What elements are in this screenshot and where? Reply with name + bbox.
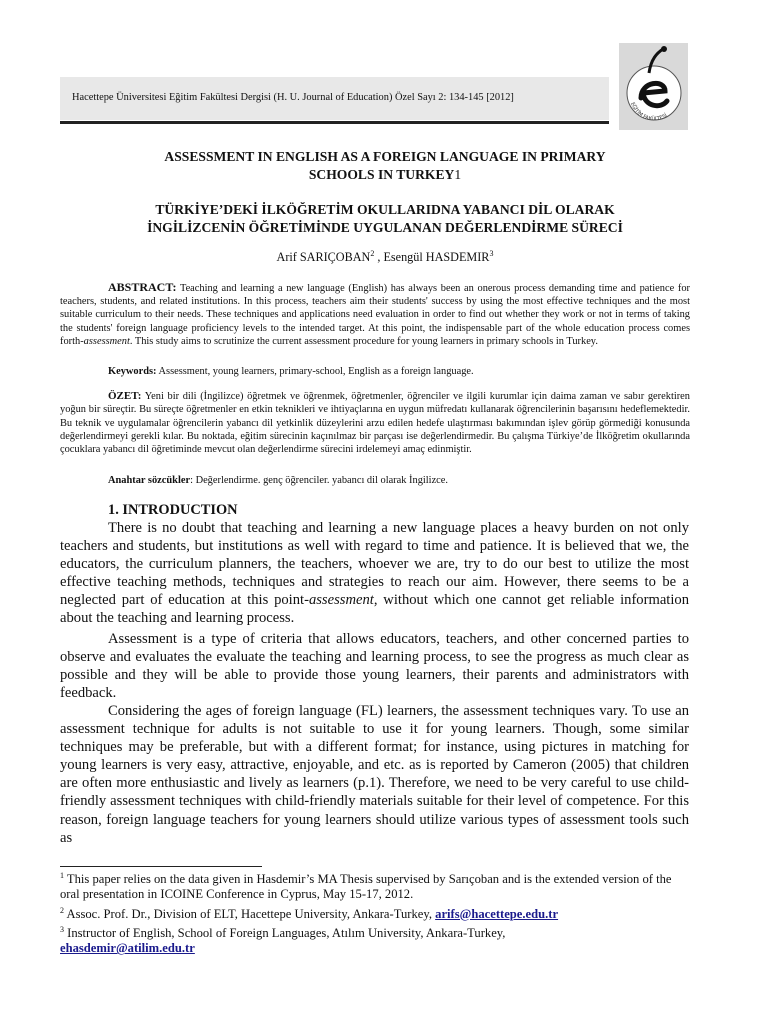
footnote-2 <box>60 903 680 922</box>
abstract-label: ABSTRACT: <box>108 280 177 294</box>
footnote-3-num: 3 <box>60 924 64 934</box>
footnote-2-text: Assoc. Prof. Dr., Division of ELT, Hacettepe University, Ankara-Turkey, <box>66 906 432 921</box>
footnote-3-email-line <box>60 941 680 956</box>
title-tr-line-1: TÜRKİYE’DEKİ İLKÖĞRETİM OKULLARIDNA YABANCI DİL OLARAK <box>155 202 615 217</box>
footnote-1-text: This paper relies on the data given in Hasdemir’s MA Thesis supervised by Sarıçoban and is the extended version of the oral presentation in ICOINE Conference in Cyprus, May 15-17, 2012. <box>60 872 672 902</box>
p1-italic: assessment <box>308 592 374 609</box>
paper-title-turkish <box>60 201 710 237</box>
logo-text: EĞİTİM FAKÜLTESİ <box>629 101 669 123</box>
footnote-1-num: 1 <box>60 871 64 880</box>
keywords-line <box>108 366 474 377</box>
ozet-paragraph <box>60 390 690 456</box>
anahtar-label: Anahtar sözcükler <box>108 475 191 486</box>
ozet-label: ÖZET: <box>108 390 142 402</box>
author-1: Arif SARIÇOBAN <box>276 250 371 265</box>
footnote-1 <box>60 868 680 903</box>
author-1-note: 2 <box>370 249 375 258</box>
journal-citation: Hacettepe Üniversitesi Eğitim Fakültesi Dergisi (H. U. Journal of Education) Özel Sayı 2: 134-145 [2012] <box>72 92 514 103</box>
abstract-text-2: . This study aims to scrutinize the current assessment procedure for young learners in primary schools in Turkey. <box>129 335 598 347</box>
footnote-3-text: Instructor of English, School of Foreign Languages, Atılım University, Ankara-Turkey, <box>67 926 506 941</box>
intro-paragraph-3: Considering the ages of foreign language (FL) learners, the assessment techniques vary. To use an assessment technique for adults is not suitable to use it for young learners. Though, some similar techniques may be preferable, but with a different format; for instance, using pictures in matching for young learners is very easy, attractive, enjoyable, and etc. as is reported by Cameron (2005) that children are often more enthusiastic and lively as learners (p.1). Therefore, we need to be very careful to use child-friendly assessment techniques with child-friendly materials suitable for their level of competence. For this reason, foreign language teachers for young learners should utilize various types of assessment tools such as <box>60 703 689 846</box>
title-tr-line-2: İNGİLİZCENİN ÖĞRETİMİNDE UYGULANAN DEĞERLENDİRME SÜRECİ <box>147 220 623 235</box>
faculty-logo <box>619 43 688 130</box>
intro-paragraph-1 <box>60 519 689 628</box>
title-en-line-2 <box>60 166 710 184</box>
footnote-rule <box>60 866 262 867</box>
abstract-text-1: Teaching and learning a new language (English) has always been an onerous process demanding time and patience for teachers, students, and related institutions. In this process, teachers aim their students' success by using the most effective techniques and the most suitable curriculum to their needs. These techniques and applications need evaluation in order to find out whether they work or not in terms of taking the students' foreign language proficiency levels to the intended target. At this point, the indispensable part of the whole education process comes forth- <box>60 283 690 347</box>
section-heading: 1. INTRODUCTION <box>108 502 238 518</box>
keywords-label: Keywords: <box>108 366 157 377</box>
title-en-line-2-text: SCHOOLS IN TURKEY <box>308 167 455 182</box>
author-2-note: 3 <box>489 249 494 258</box>
ozet-text: Yeni bir dili (İngilizce) öğretmek ve öğrenmek, öğretmenler, öğrenciler ve ilgili kurumlar için daima zaman ve sabır gerektiren yoğun bir süreçtir. Bu süreçte öğretmenler en etkin teknikleri ve ihtiyaçlarına en uygun müfredatı kullanarak öğrencilerinin başarısını hedeflemektedir. Bu teknik ve uygulamalar öğrencilerin yabancı dil yetkinlik düzeylerini arzu edilen hedefe ulaştırması bakımından işlev görüp görmediği konusunda değerlendirmeyi gerekli kılar. Bu noktada, eğitim sürecinin kaçınılmaz bir parçası ise değerlendirmedir. Bu çalışma Türkiye’de İlköğretim okullarında çocuklara yabancı dil öğretiminde mevcut olan değerlendirme sürecini irdelemeyi amaç edinmiştir. <box>60 391 690 456</box>
title-en-line-1: ASSESSMENT IN ENGLISH AS A FOREIGN LANGUAGE IN PRIMARY <box>164 149 606 164</box>
author-2: Esengül HASDEMIR <box>383 250 490 265</box>
paper-title-english <box>60 148 710 184</box>
p1-text-1: There is no doubt that teaching and learning a new language places a heavy burden on not only teachers and students, but institutions as well with regard to time and patience. It is believed that we, the educators, the curriculum planners, the teachers, whoever we are, try to do our best to utilize the most effective teaching methods, techniques and strategies to reach our aim. However, there seems to be a neglected part of education at this point- <box>60 520 689 609</box>
header-rule <box>60 121 609 124</box>
footnote-3 <box>60 922 680 941</box>
anahtar-text: : Değerlendirme. genç öğrenciler. yabancı dil olarak İngilizce. <box>190 475 448 486</box>
email-link-ehasdemir[interactable]: ehasdemir@atilim.edu.tr <box>60 941 195 956</box>
intro-paragraph-2: Assessment is a type of criteria that allows educators, teachers, and other concerned parties to observe and evaluates the evaluate the teaching and learning process, to see the progress as much clear as possible and they will be able to provide those young learners, their parents and administrators with feedback. <box>60 631 689 702</box>
footnotes <box>60 868 680 957</box>
faculty-logo-icon <box>619 43 688 130</box>
abstract-italic: assessment <box>83 335 130 347</box>
abstract-paragraph <box>60 281 690 348</box>
footnote-2-num: 2 <box>60 905 64 915</box>
author-separator: , <box>377 250 381 265</box>
title-footnote-ref: 1 <box>454 167 462 182</box>
anahtar-sozcukler-line <box>108 475 448 486</box>
email-link-arifs[interactable]: arifs@hacettepe.edu.tr <box>435 906 559 921</box>
keywords-text: Assessment, young learners, primary-school, English as a foreign language. <box>158 366 474 377</box>
author-line <box>60 249 710 265</box>
p1-text-2: , without which one cannot get reliable information about the teaching and learning process. <box>60 592 689 627</box>
